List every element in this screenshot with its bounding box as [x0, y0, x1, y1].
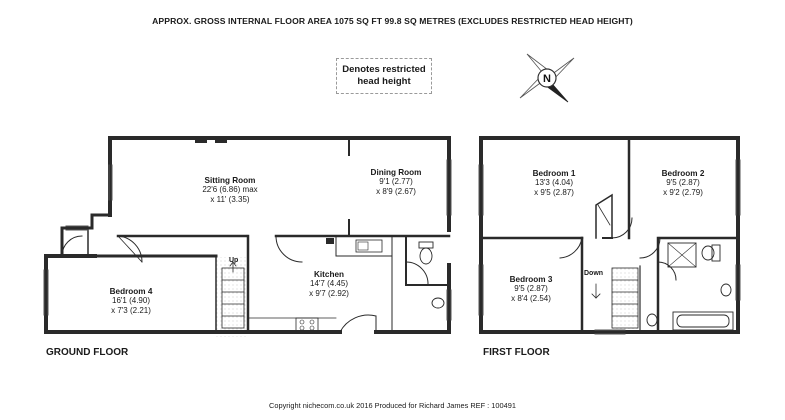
kitchen-dims-1: 14'7 (4.45) [310, 279, 348, 289]
bedroom-2-label [638, 169, 728, 197]
dining-room-label [356, 168, 436, 196]
kitchen-label [289, 270, 369, 298]
bedroom-1-dims-2: x 9'5 (2.87) [534, 187, 574, 197]
sitting-room-name: Sitting Room [204, 176, 256, 185]
bedroom-4-dims-1: 16'1 (4.90) [112, 296, 150, 306]
restricted-area-ground [216, 257, 248, 337]
legend-line-1: Denotes restricted [342, 64, 426, 75]
bedroom-1-name: Bedroom 1 [532, 169, 576, 178]
sitting-room-dims-2: x 11' (3.35) [210, 194, 250, 204]
bedroom-4-dims-2: x 7'3 (2.21) [111, 305, 151, 315]
restricted-area-first [610, 266, 640, 329]
legend-line-2: head height [357, 76, 411, 87]
ground-floor-label: GROUND FLOOR [46, 347, 129, 358]
bedroom-3-dims-1: 9'5 (2.87) [514, 284, 548, 294]
sitting-room-label [170, 176, 290, 204]
bedroom-3-name: Bedroom 3 [509, 275, 553, 284]
bedroom-3-dims-2: x 8'4 (2.54) [511, 293, 551, 303]
bedroom-2-dims-2: x 9'2 (2.79) [663, 187, 703, 197]
dining-room-dims-2: x 8'9 (2.67) [376, 186, 416, 196]
bedroom-2-name: Bedroom 2 [661, 169, 705, 178]
compass-icon [520, 54, 574, 102]
ground-stairs-up-label: Up [229, 257, 239, 264]
floor-area-title: APPROX. GROSS INTERNAL FLOOR AREA 1075 SQ FT 99.8 SQ METRES (EXCLUDES RESTRICTED HEAD HEIGHT) [152, 16, 633, 26]
bedroom-3-label [486, 275, 576, 303]
dining-room-name: Dining Room [370, 168, 422, 177]
first-stairs-down-label: Down [584, 270, 604, 277]
dining-room-dims-1: 9'1 (2.77) [379, 177, 413, 187]
bedroom-2-dims-1: 9'5 (2.87) [666, 178, 700, 188]
first-floor-label: FIRST FLOOR [483, 347, 550, 358]
bedroom-4-label [86, 287, 176, 315]
bedroom-1-dims-1: 13'3 (4.04) [535, 178, 573, 188]
kitchen-name: Kitchen [313, 270, 345, 279]
compass-north-letter: N [543, 73, 551, 85]
copyright-footer: Copyright nichecom.co.uk 2016 Produced for Richard James REF : 100491 [269, 401, 516, 410]
first-floor-plan [479, 138, 740, 334]
sitting-room-dims-1: 22'6 (6.86) max [202, 185, 258, 195]
kitchen-dims-2: x 9'7 (2.92) [309, 288, 349, 298]
bedroom-4-name: Bedroom 4 [109, 287, 153, 296]
bedroom-1-label [504, 169, 604, 197]
